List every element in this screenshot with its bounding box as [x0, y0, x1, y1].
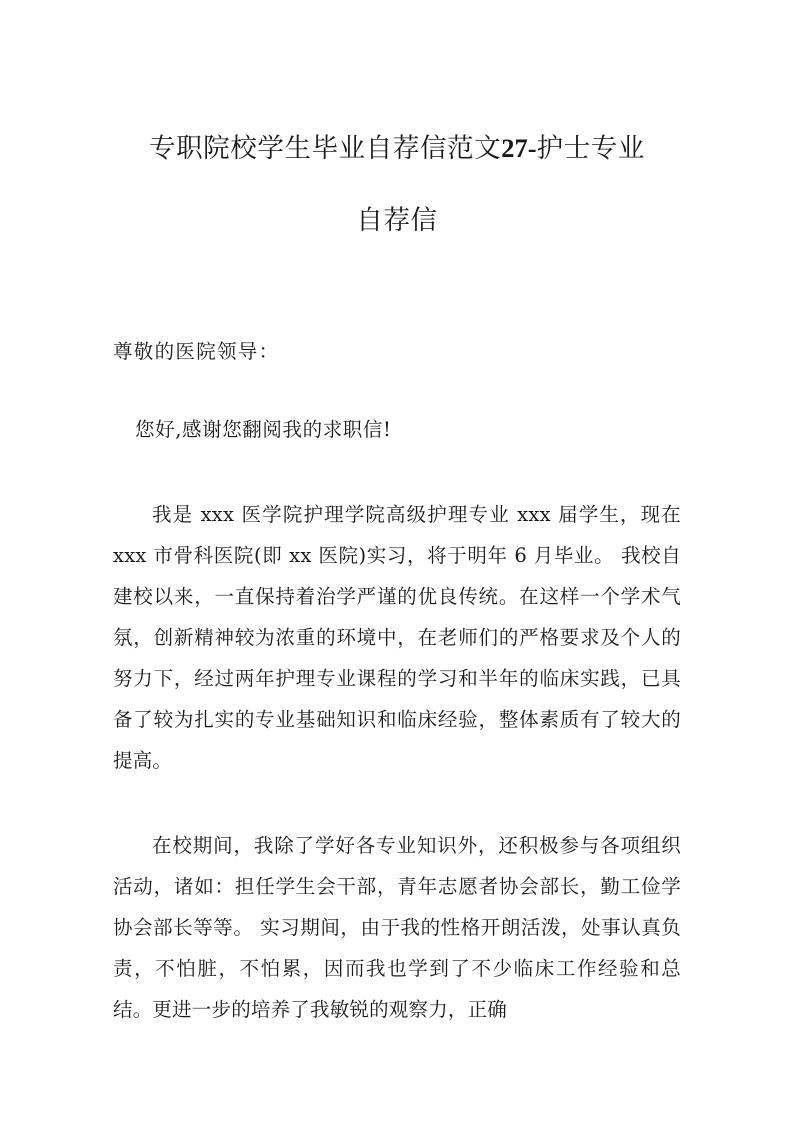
body-paragraph-2: 在校期间，我除了学好各专业知识外，还积极参与各项组织活动，诸如：担任学生会干部，青年志愿者协会部长，勤工俭学协会部长等等。 实习期间，由于我的性格开朗活泼，处事认真负责，不怕脏，不怕累，因而我也学到了不少临床工作经验和总结。更进一步的培养了我敏锐的观察力，正确 [113, 834, 681, 1021]
body-paragraph-1: 我是 xxx 医学院护理学院高级护理专业 xxx 届学生，现在 xxx 市骨科医院(即 xx 医院)实习，将于明年 6 月毕业。 我校自建校以来，一直保持着治学严谨的优良传统。在这样一个学术气氛，创新精神较为浓重的环境中，在老师们的严格要求及个人的努力下，经过两年护理专业课程的学习和半年的临床实践，已具备了较为扎实的专业基础知识和临床经验，整体素质有了较大的提高。 [113, 503, 681, 772]
greeting-line: 您好,感谢您翻阅我的求职信! [135, 418, 392, 441]
page-title-suffix: 护士专业 [536, 133, 646, 164]
page-title [113, 0, 681, 257]
page-title-line-1 [113, 112, 681, 185]
page-title-prefix: 专职院校学生毕业自荐信范文 [148, 133, 502, 164]
page-title-line-2: 自荐信 [356, 205, 438, 236]
page-title-number: 27- [501, 133, 537, 163]
document-body [113, 0, 681, 1030]
salutation: 尊敬的医院领导： [113, 340, 280, 363]
